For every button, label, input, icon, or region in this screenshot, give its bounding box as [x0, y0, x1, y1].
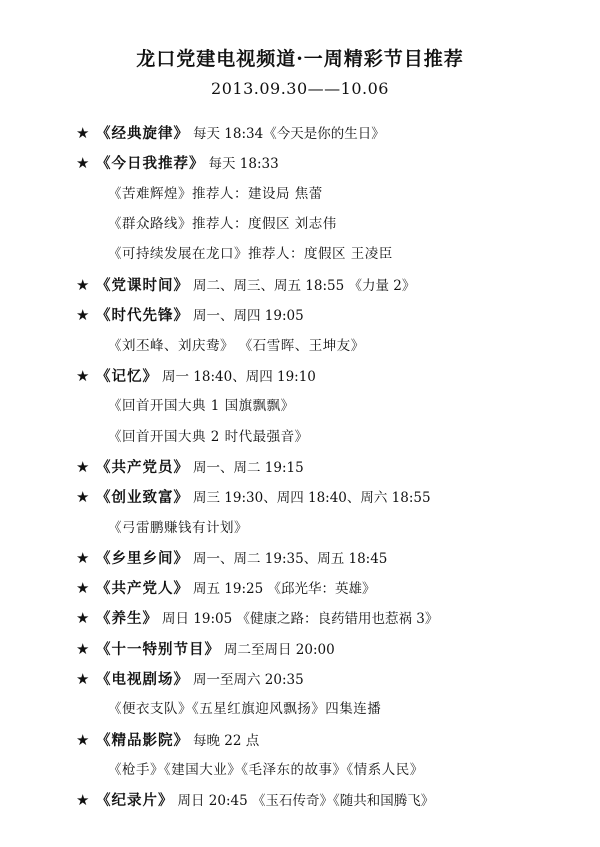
star-icon: ★ [76, 367, 90, 385]
sub-detail: 《回首开国大典 1 国旗飘飘》 [108, 398, 295, 414]
sub-detail: 《便衣支队》《五星红旗迎风飘扬》四集连播 [108, 701, 382, 717]
program-title: 《乡里乡间》 [96, 550, 189, 567]
star-icon: ★ [76, 124, 90, 142]
star-icon: ★ [76, 306, 90, 324]
program-line-dangke-shijian [76, 275, 415, 296]
program-line-xiangli-xiangjian [76, 548, 387, 569]
program-detail: 周五 19:25 《邱光华：英雄》 [193, 581, 376, 597]
program-detail: 周一、周二 19:15 [193, 460, 304, 476]
sub-detail: 《可持续发展在龙口》推荐人：度假区 王凌臣 [108, 246, 393, 262]
program-line-shidai-xianfeng [76, 305, 304, 326]
program-title: 《电视剧场》 [96, 671, 189, 688]
sub-line [108, 699, 381, 719]
sub-line [108, 336, 365, 356]
program-detail: 周日 19:05 《健康之路：良药错用也惹祸 3》 [162, 611, 439, 627]
program-line-gongchan-dangyuan [76, 457, 304, 478]
sub-detail: 《刘丕峰、刘庆鸯》 《石雪晖、王坤友》 [108, 338, 365, 354]
program-title: 《精品影院》 [96, 732, 189, 749]
sub-line [108, 518, 248, 538]
star-icon: ★ [76, 154, 90, 172]
sub-detail: 《回首开国大典 2 时代最强音》 [108, 429, 309, 445]
program-title: 《记忆》 [96, 368, 158, 385]
program-line-jilupian [76, 790, 434, 811]
sub-detail: 《枪手》《建国大业》《毛泽东的故事》《情系人民》 [108, 762, 424, 778]
sub-line [108, 184, 323, 204]
sub-line [108, 244, 393, 264]
program-detail: 周日 20:45 《玉石传奇》《随共和国腾飞》 [177, 793, 435, 809]
program-detail: 周一至周六 20:35 [193, 672, 304, 688]
sub-line [108, 396, 295, 416]
program-line-jinri-wo-tuijian [76, 153, 279, 174]
program-detail: 周一、周二 19:35、周五 18:45 [193, 551, 388, 567]
program-title: 《今日我推荐》 [96, 155, 205, 172]
star-icon: ★ [76, 458, 90, 476]
date-range: 2013.09.30——10.06 [211, 79, 389, 98]
program-title: 《共产党员》 [96, 459, 189, 476]
program-title: 《创业致富》 [96, 489, 189, 506]
program-line-jiyi [76, 366, 316, 387]
program-line-gongchan-dangren [76, 578, 376, 599]
program-line-chuangye-zhifu [76, 487, 431, 508]
sub-line [108, 760, 424, 780]
star-icon: ★ [76, 609, 90, 627]
program-line-jingdian-xuanlv [76, 123, 385, 144]
program-line-yangsheng [76, 608, 438, 629]
program-line-dianshi-juchang [76, 669, 304, 690]
sub-detail: 《苦难辉煌》推荐人：建设局 焦蕾 [108, 186, 323, 202]
program-detail: 周一 18:40、周四 19:10 [162, 369, 316, 385]
sub-detail: 《弓雷鹏赚钱有计划》 [108, 520, 248, 536]
star-icon: ★ [76, 731, 90, 749]
program-detail: 周三 19:30、周四 18:40、周六 18:55 [193, 490, 431, 506]
program-title: 《时代先锋》 [96, 307, 189, 324]
program-title: 《十一特别节目》 [96, 641, 220, 658]
program-detail: 周二、周三、周五 18:55 《力量 2》 [193, 278, 416, 294]
star-icon: ★ [76, 276, 90, 294]
star-icon: ★ [76, 579, 90, 597]
star-icon: ★ [76, 549, 90, 567]
star-icon: ★ [76, 670, 90, 688]
star-icon: ★ [76, 488, 90, 506]
program-detail: 周二至周日 20:00 [224, 642, 335, 658]
sub-line [108, 214, 337, 234]
program-line-jingpin-yingyuan [76, 730, 259, 751]
program-title: 《党课时间》 [96, 277, 189, 294]
program-line-shiyi-tebie-jiemu [76, 639, 335, 660]
program-title: 《经典旋律》 [96, 125, 189, 142]
program-detail: 每天 18:33 [208, 156, 279, 172]
program-detail: 每天 18:34《今天是你的生日》 [193, 126, 385, 142]
program-detail: 周一、周四 19:05 [193, 308, 304, 324]
star-icon: ★ [76, 640, 90, 658]
program-detail: 每晚 22 点 [193, 733, 260, 749]
page-title: 龙口党建电视频道·一周精彩节目推荐 [136, 48, 464, 70]
program-title: 《养生》 [96, 610, 158, 627]
sub-detail: 《群众路线》推荐人：度假区 刘志伟 [108, 216, 337, 232]
sub-line [108, 427, 309, 447]
program-title: 《共产党人》 [96, 580, 189, 597]
program-title: 《纪录片》 [96, 792, 174, 809]
star-icon: ★ [76, 791, 90, 809]
